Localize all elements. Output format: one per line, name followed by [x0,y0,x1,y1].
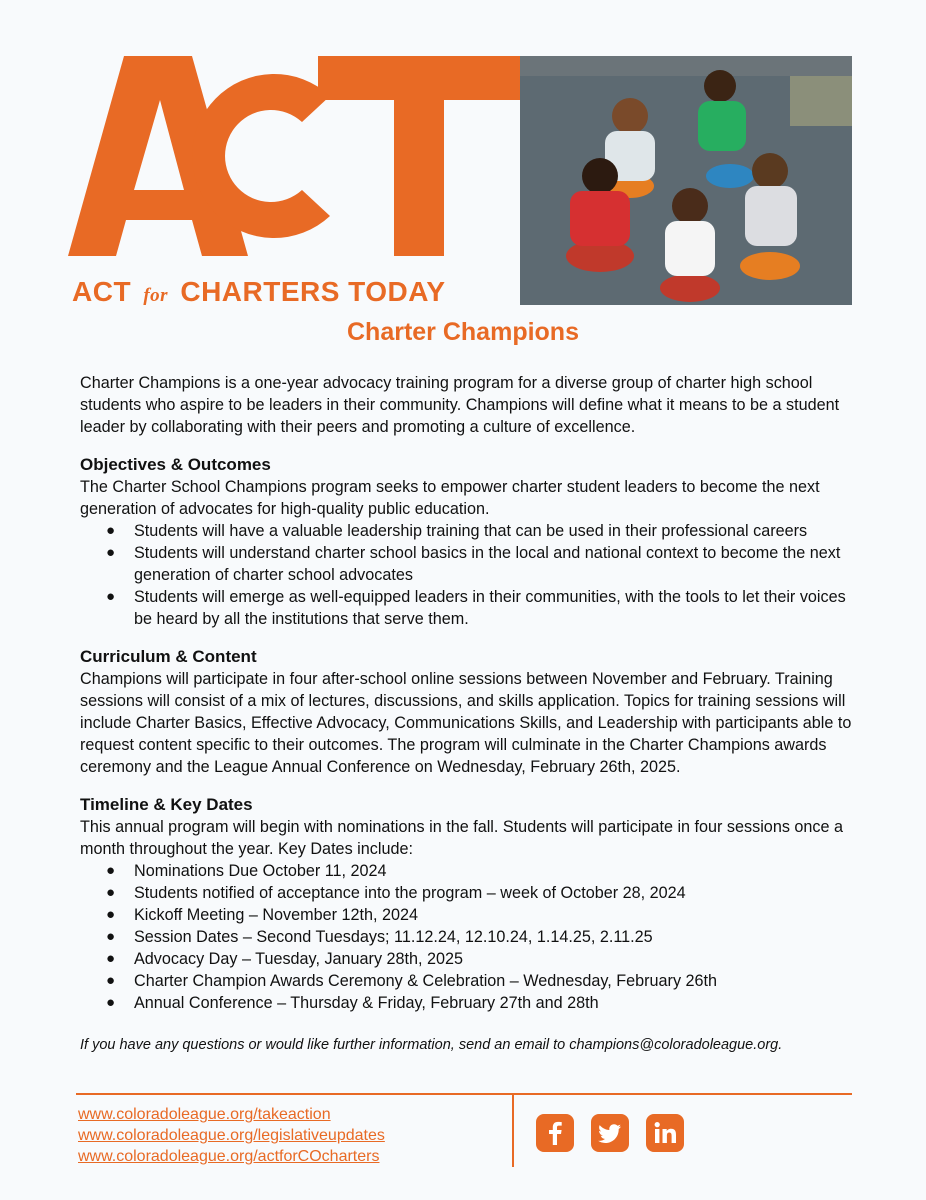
list-item-text: Students will have a valuable leadership training that can be used in their professional careers [134,522,808,540]
intro-paragraph: Charter Champions is a one-year advocacy training program for a diverse group of charter high school students who aspire to be leaders in their community. Champions will define what it means to be a student leader by collaborating with their peers and promoting a culture of excellence. [80,374,840,436]
list-item [80,542,860,586]
footer-links [78,1104,385,1167]
curriculum-text: Champions will participate in four after-school online sessions between November and February. Training sessions will consist of a mix of lectures, discussions, and skills application. Topics for training sessions will include Charter Basics, Effective Advocacy, Communications Skills, and Leadership with participants able to request content specific to their outcomes. The program will culminate in the Charter Champions awards ceremony and the League Annual Conference on Wednesday, February 26th, 2025. [80,670,852,776]
tagline-charters-today: CHARTERS TODAY [180,276,446,307]
list-item [80,520,860,542]
bullet-icon: ● [106,544,116,561]
list-item-text: Students will understand charter school basics in the local and national context to become the next generation of charter school advocates [134,544,841,584]
list-item [80,926,860,948]
curriculum-heading: Curriculum & Content [80,647,257,666]
timeline-heading: Timeline & Key Dates [80,795,253,814]
bullet-icon: ● [106,928,116,945]
bullet-icon: ● [106,588,116,605]
objectives-list [80,520,860,630]
twitter-icon[interactable] [591,1114,629,1152]
list-item [80,860,860,882]
list-item [80,882,860,904]
footer-vertical-divider [512,1093,514,1167]
main-content [80,372,860,1056]
facebook-icon[interactable] [536,1114,574,1152]
link-act-for-co-charters[interactable]: www.coloradoleague.org/actforCOcharters [78,1148,380,1165]
act-logo [68,56,520,256]
link-legislative-updates[interactable]: www.coloradoleague.org/legislativeupdates [78,1127,385,1144]
list-item [80,992,860,1014]
bullet-icon: ● [106,884,116,901]
list-item-text: Session Dates – Second Tuesdays; 11.12.24, 12.10.24, 1.14.25, 2.11.25 [134,928,653,946]
key-dates-list [80,860,860,1014]
bullet-icon: ● [106,950,116,967]
linkedin-icon[interactable] [646,1114,684,1152]
bullet-icon: ● [106,906,116,923]
list-item [80,904,860,926]
tagline-act: ACT [72,276,132,307]
objectives-text: The Charter School Champions program seeks to empower charter student leaders to become the next generation of advocates for high-quality public education. [80,478,820,518]
contact-note: If you have any questions or would like further information, send an email to champions@coloradoleague.org. [80,1037,783,1053]
bullet-icon: ● [106,972,116,989]
list-item [80,586,860,630]
list-item-text: Students notified of acceptance into the program – week of October 28, 2024 [134,884,686,902]
list-item-text: Students will emerge as well-equipped leaders in their communities, with the tools to let their voices be heard by all the institutions that serve them. [134,588,846,628]
bullet-icon: ● [106,522,116,539]
page-title: Charter Champions [347,318,579,346]
bullet-icon: ● [106,862,116,879]
logo-tagline [72,276,446,308]
students-photo [520,56,852,305]
bullet-icon: ● [106,994,116,1011]
list-item-text: Annual Conference – Thursday & Friday, February 27th and 28th [134,994,599,1012]
tagline-for: for [143,285,169,306]
objectives-heading: Objectives & Outcomes [80,455,271,474]
list-item-text: Nominations Due October 11, 2024 [134,862,387,880]
list-item-text: Charter Champion Awards Ceremony & Celebration – Wednesday, February 26th [134,972,718,990]
list-item-text: Advocacy Day – Tuesday, January 28th, 2025 [134,950,464,968]
timeline-text: This annual program will begin with nominations in the fall. Students will participate in four sessions once a month throughout the year. Key Dates include: [80,818,844,858]
footer-divider [76,1093,852,1095]
link-takeaction[interactable]: www.coloradoleague.org/takeaction [78,1106,331,1123]
list-item-text: Kickoff Meeting – November 12th, 2024 [134,906,419,924]
list-item [80,970,860,992]
list-item [80,948,860,970]
